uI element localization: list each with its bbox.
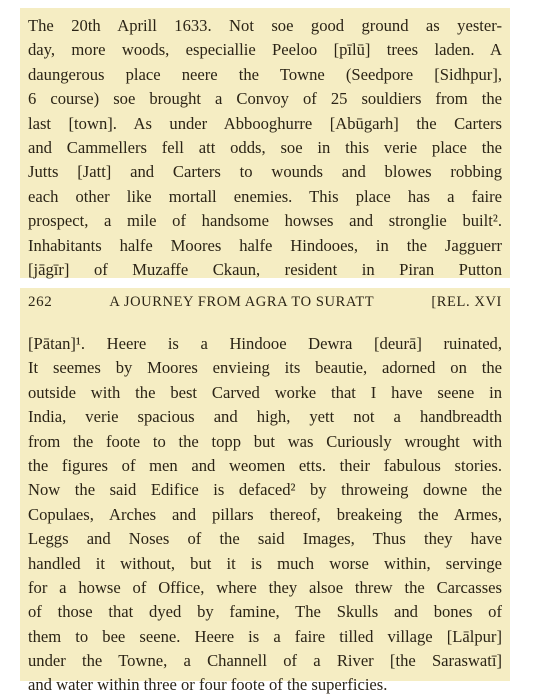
bottom-page-fragment (20, 288, 510, 695)
page-number: 262 (28, 294, 53, 310)
top-page-fragment (20, 8, 510, 278)
text-line: outside with the best Carved worke that I have seene in (28, 382, 502, 402)
text-line: of those that dyed by famine, The Skulls and bones of (28, 602, 502, 622)
text-line: and Cammellers fell att odds, soe in this verie place the (28, 137, 502, 157)
text-line: Leggs and Noses of the said Images, Thus they have (28, 529, 502, 549)
text-line: Now the said Edifice is defaced² by throweing downe the (28, 480, 502, 500)
text-line: handled it without, but it is much worse within, servinge (28, 553, 502, 573)
text-line: under the Towne, a Channell of a River [the Saraswatī] (28, 651, 502, 671)
text-line: them to bee seene. Heere is a faire tilled village [Lālpur] (28, 626, 502, 646)
text-line: The 20th Aprill 1633. Not soe good ground as yester- (28, 16, 502, 35)
text-line: prospect, a mile of handsome howses and stronglie built². (28, 211, 502, 231)
text-line: from the foote to the topp but was Curiously wrought with (28, 431, 502, 451)
text-line: 6 course) soe brought a Convoy of 25 souldiers from the (28, 89, 502, 109)
text-line: Jutts [Jatt] and Carters to wounds and blowes robbing (28, 162, 502, 182)
text-line: [jāgīr] of Muzaffe Ckaun, resident in Piran Putton (28, 259, 502, 279)
text-line: It seemes by Moores envieing its beautie, adorned on the (28, 358, 502, 378)
running-header (28, 294, 502, 320)
section-marker: [REL. XVI (431, 294, 502, 310)
text-line: the figures of men and weomen etts. their fabulous stories. (28, 455, 502, 475)
text-line: last [town]. As under Abbooghurre [Abūgarh] the Carters (28, 113, 502, 133)
text-line: day, more woods, especiallie Peeloo [pīlū] trees laden. A (28, 40, 502, 60)
text-line: each other like mortall enemies. This place has a faire (28, 186, 502, 206)
text-line: and water within three or four foote of the superficies. (28, 675, 388, 695)
text-line: [Pātan]¹. Heere is a Hindooe Dewra [deurā] ruinated, (28, 334, 502, 353)
text-line: Copulaes, Arches and pillars thereof, breakeing the Armes, (28, 504, 502, 524)
text-line: for a howse of Office, where they alsoe threw the Carcasses (28, 577, 502, 597)
text-line: India, verie spacious and high, yett not a handbreadth (28, 407, 502, 427)
running-title: A JOURNEY FROM AGRA TO SURATT (109, 294, 375, 310)
text-line: Inhabitants halfe Moores halfe Hindooes, in the Jagguerr (28, 235, 502, 255)
text-line: daungerous place neere the Towne (Seedpore [Sidhpur], (28, 64, 502, 84)
